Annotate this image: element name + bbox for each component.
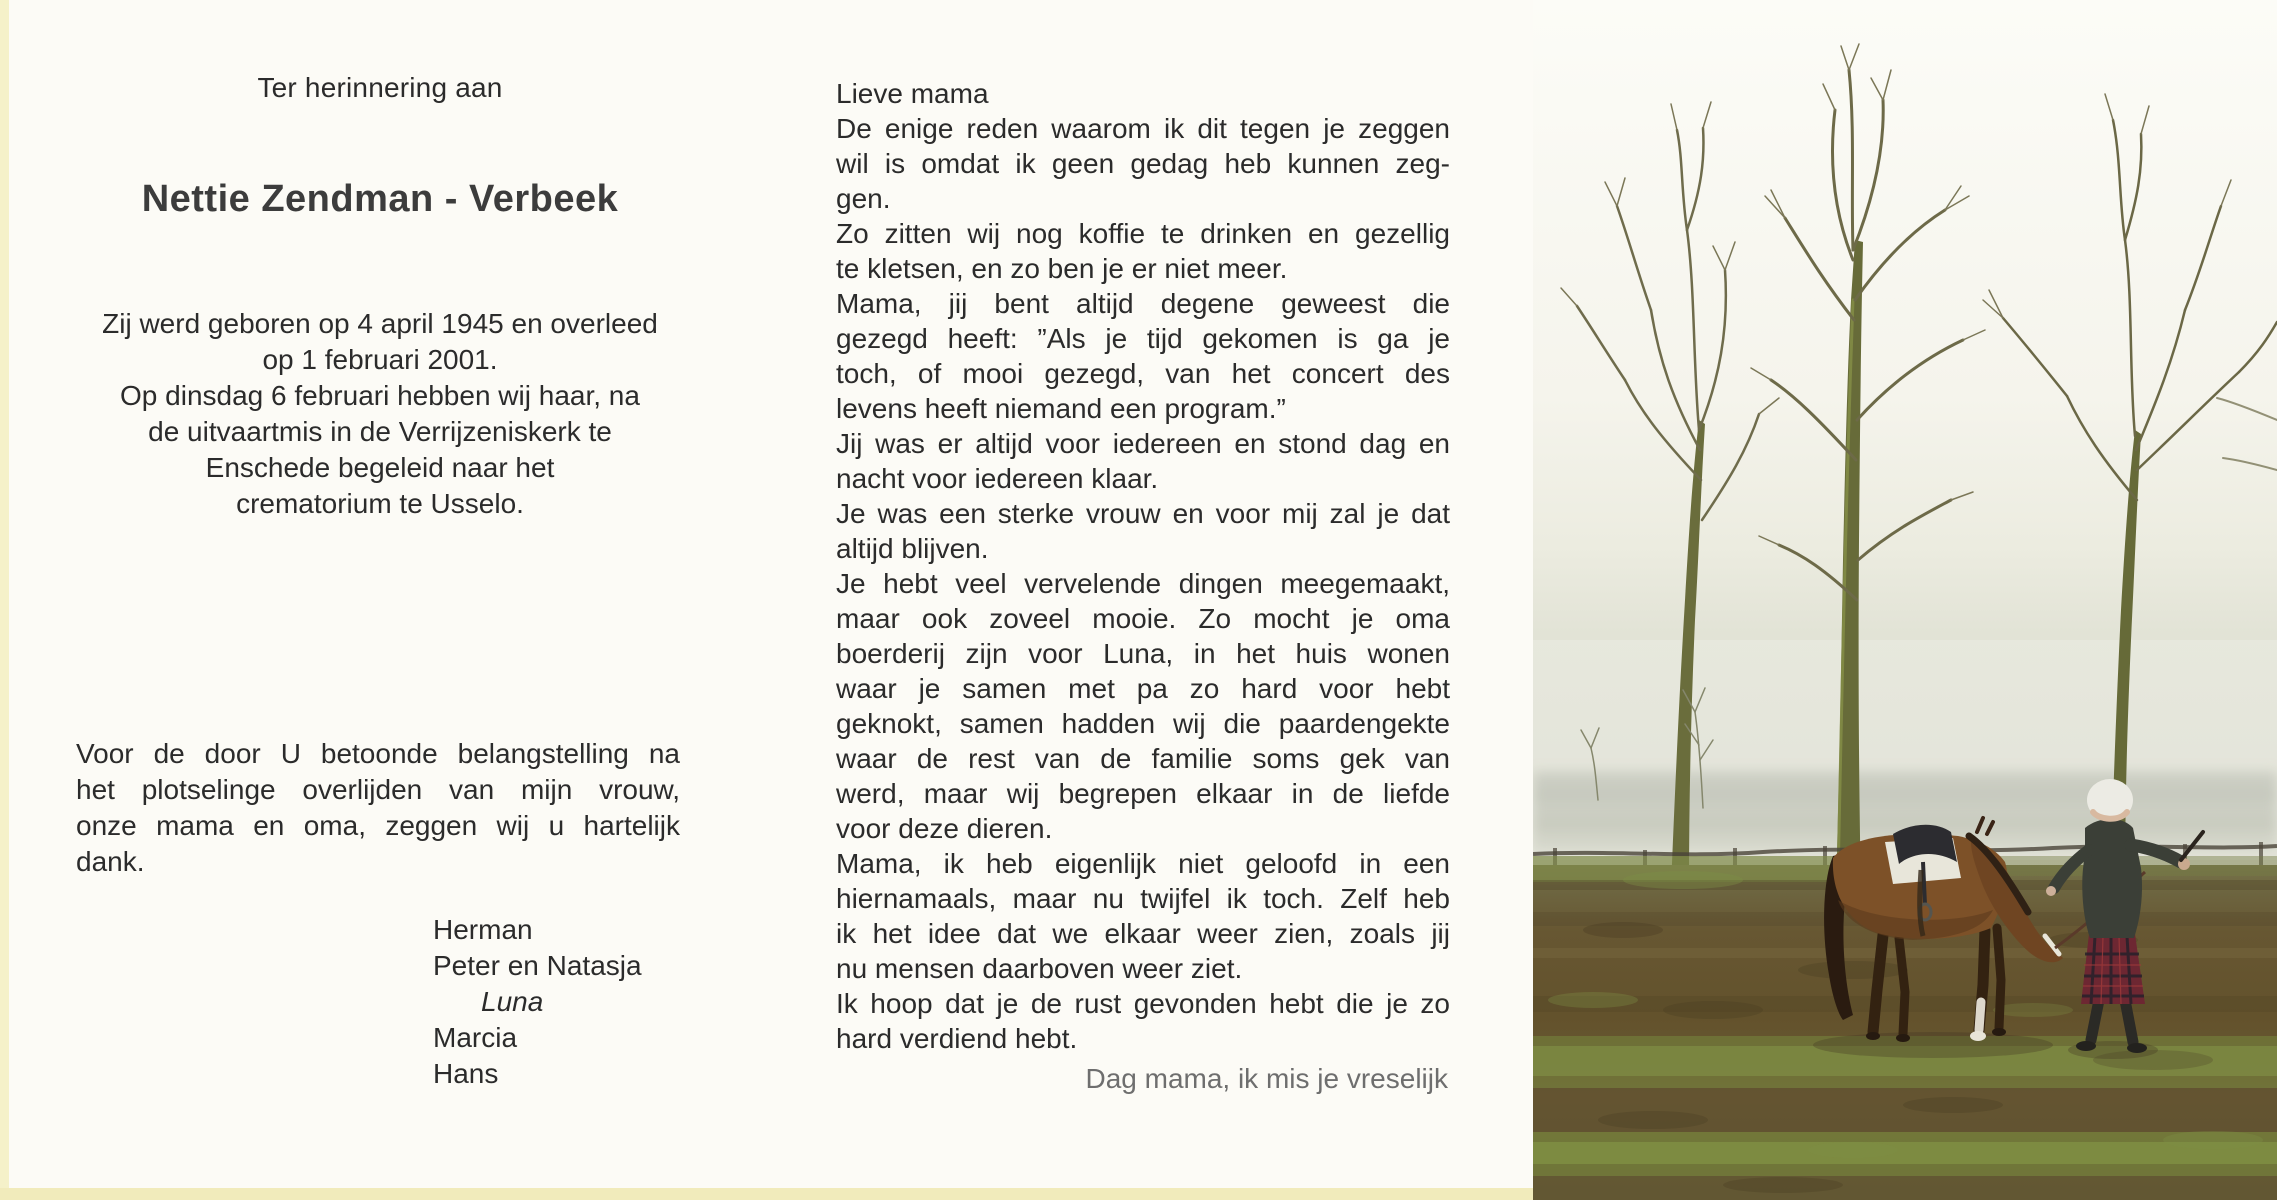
letter-closing-wrap	[836, 1058, 1450, 1096]
letter-line: maar ook zoveel mooie. Zo mocht je oma	[836, 603, 1450, 634]
letter-body	[836, 76, 1450, 1056]
memorial-panel	[0, 0, 760, 1200]
letter-line: te kletsen, en zo ben je er niet meer.	[836, 253, 1288, 284]
memorial-header: Ter herinnering aan	[257, 72, 503, 103]
letter-line: Ik hoop dat je de rust gevonden hebt die je zo	[836, 988, 1450, 1019]
signature-line: Herman	[433, 914, 533, 945]
dates-line: Enschede begeleid naar het	[205, 452, 555, 483]
signature-line: Peter en Natasja	[433, 950, 642, 981]
letter-line: Je was een sterke vrouw en voor mij zal je dat	[836, 498, 1450, 529]
letter-line: Mama, ik heb eigenlijk niet geloofd in een	[836, 848, 1450, 879]
letter-line: waar je samen met pa zo hard voor hebt	[836, 673, 1450, 704]
deceased-name: Nettie Zendman - Verbeek	[141, 178, 619, 220]
letter-line: hard verdiend hebt.	[836, 1023, 1078, 1054]
thanks-line: onze mama en oma, zeggen wij u hartelijk	[76, 810, 680, 841]
letter-line: ik het idee dat we elkaar weer zien, zoals jij	[836, 918, 1450, 949]
photo-panel	[1533, 0, 2277, 1200]
thanks-line: Voor de door U betoonde belangstelling na	[76, 738, 680, 769]
photo-horse-and-woman	[1533, 0, 2277, 1200]
letter-line: Zo zitten wij nog koffie te drinken en gezellig	[836, 218, 1450, 249]
letter-line: De enige reden waarom ik dit tegen je zeggen	[836, 113, 1450, 144]
thanks-block	[76, 736, 680, 880]
signature-line: Hans	[433, 1058, 499, 1089]
signature-line: Marcia	[433, 1022, 518, 1053]
letter-line: waar de rest van de familie soms gek van	[836, 743, 1450, 774]
letter-line: nacht voor iedereen klaar.	[836, 463, 1159, 494]
letter-line: wil is omdat ik geen gedag heb kunnen zeg-	[836, 148, 1450, 179]
horse-shadow	[1813, 1032, 2053, 1058]
letter-line: hiernamaals, maar nu twijfel ik toch. Zelf heb	[836, 883, 1450, 914]
letter-line: Lieve mama	[836, 78, 989, 109]
dates-line: Zij werd geboren op 4 april 1945 en overleed	[102, 308, 658, 339]
letter-line: gen.	[836, 183, 891, 214]
letter-line: boerderij zijn voor Luna, in het huis wonen	[836, 638, 1450, 669]
thanks-line: dank.	[76, 846, 145, 877]
letter-line: altijd blijven.	[836, 533, 989, 564]
dates-line: de uitvaartmis in de Verrijzeniskerk te	[148, 416, 612, 447]
letter-line: Jij was er altijd voor iedereen en stond dag en	[836, 428, 1450, 459]
woman-jacket	[2082, 819, 2142, 938]
letter-line: gezegd heeft: ”Als je tijd gekomen is ga je	[836, 323, 1450, 354]
letter-line: Mama, jij bent altijd degene geweest die	[836, 288, 1450, 319]
letter-line: nu mensen daarboven weer ziet.	[836, 953, 1243, 984]
letter-line: toch, of mooi gezegd, van het concert des	[836, 358, 1450, 389]
signature-line: Luna	[481, 986, 544, 1017]
letter-line: Je hebt veel vervelende dingen meegemaakt,	[836, 568, 1450, 599]
dates-line: Op dinsdag 6 februari hebben wij haar, na	[120, 380, 640, 411]
letter-closing: Dag mama, ik mis je vreselijk	[1085, 1063, 1448, 1094]
letter-panel	[760, 0, 1530, 1200]
signatures-block	[433, 912, 733, 1092]
dates-line: crematorium te Usselo.	[236, 488, 524, 519]
plaid-skirt	[2081, 934, 2145, 1004]
dates-line: op 1 februari 2001.	[262, 344, 498, 375]
letter-line: voor deze dieren.	[836, 813, 1053, 844]
dates-block	[60, 306, 700, 522]
thanks-line: het plotselinge overlijden van mijn vrouw,	[76, 774, 680, 805]
letter-line: werd, maar wij begrepen elkaar in de liefde	[836, 778, 1450, 809]
letter-line: geknokt, samen hadden wij die paardengekte	[836, 708, 1450, 739]
letter-line: levens heeft niemand een program.”	[836, 393, 1286, 424]
